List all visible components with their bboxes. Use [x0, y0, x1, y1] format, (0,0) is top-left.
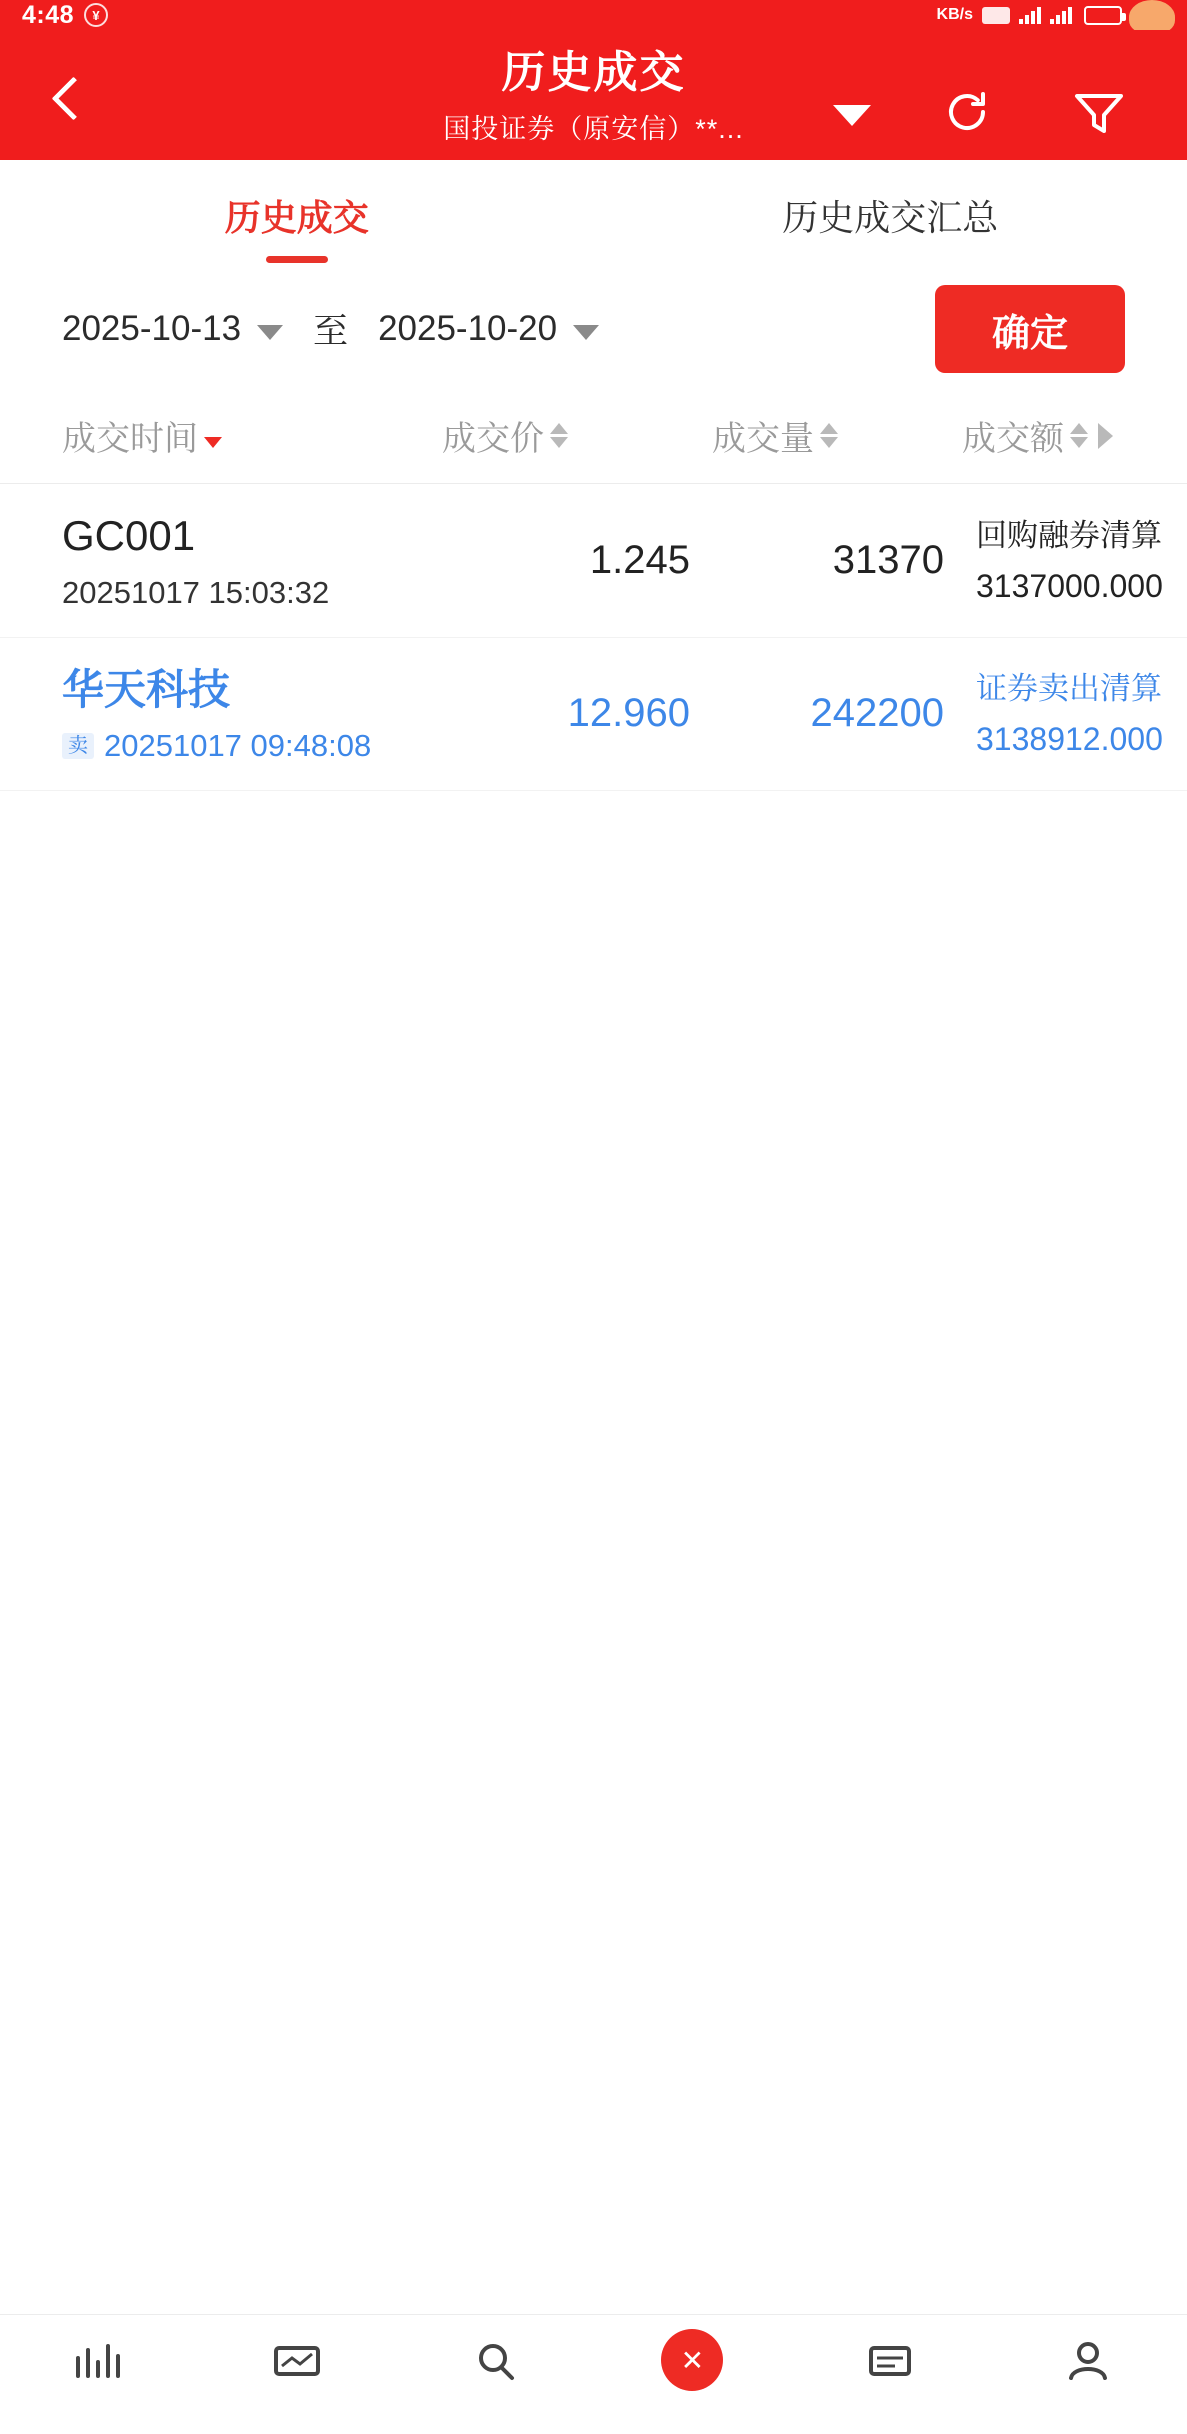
net-speed-label: KB/s [936, 6, 973, 23]
close-circle-icon [661, 2333, 723, 2387]
end-date-picker[interactable] [378, 309, 599, 349]
column-header-price-label: 成交价 [442, 420, 544, 458]
row-name-cell [62, 510, 442, 611]
row-name-cell [62, 664, 442, 765]
row-time-wrap [62, 728, 442, 764]
sim-icon [982, 7, 1010, 24]
page-title: 历史成交 [501, 48, 686, 97]
caret-down-icon-start [257, 325, 283, 340]
row-amount: 3138912.000 [976, 721, 1163, 758]
row-trade-time: 20251017 15:03:32 [62, 574, 330, 610]
row-trade-type: 证券卖出清算 [976, 671, 1162, 707]
chevron-right-icon[interactable] [1098, 423, 1113, 449]
sell-tag-badge: 卖 [62, 733, 94, 759]
date-range-separator: 至 [313, 312, 349, 351]
row-amount: 3137000.000 [976, 567, 1163, 604]
empty-list-area [0, 791, 1187, 1861]
row-security-name: GC001 [62, 512, 196, 559]
search-icon [468, 2333, 522, 2387]
status-left [22, 1, 108, 30]
tab-active-underline [266, 256, 328, 263]
sort-icon-price[interactable] [550, 423, 568, 448]
row-trade-type: 回购融券清算 [976, 517, 1162, 553]
caret-down-icon[interactable] [833, 105, 871, 126]
column-header-volume[interactable] [712, 411, 962, 460]
row-time-wrap [62, 575, 442, 611]
start-date-value: 2025-10-13 [62, 309, 242, 348]
tab-history-summary-label: 历史成交汇总 [782, 196, 999, 238]
status-clock: 4:48 [22, 0, 75, 29]
row-amount-cell [962, 669, 1187, 758]
page-header [0, 30, 1187, 160]
row-price: 12.960 [567, 691, 690, 736]
signal-bars-icon [1019, 6, 1041, 24]
tab-history-trades[interactable] [0, 190, 594, 241]
row-price: 1.245 [589, 537, 690, 582]
table-row[interactable] [0, 484, 1187, 638]
row-volume: 31370 [832, 537, 944, 582]
nav-item-profile[interactable] [998, 2333, 1178, 2387]
tab-bar [0, 160, 1187, 270]
signal-bars-icon-2 [1050, 6, 1072, 24]
row-security-name: 华天科技 [62, 665, 231, 713]
row-trade-time: 20251017 09:48:08 [104, 728, 372, 763]
market-icon [270, 2333, 324, 2387]
header-title-wrap [0, 48, 1187, 146]
home-icon [72, 2333, 126, 2387]
nav-item-search[interactable] [405, 2333, 585, 2387]
nav-item-market[interactable] [207, 2333, 387, 2387]
confirm-button[interactable]: 确定 [935, 285, 1125, 373]
nav-item-close[interactable] [602, 2333, 782, 2387]
bottom-nav-bar [0, 2314, 1187, 2434]
end-date-value: 2025-10-20 [378, 309, 558, 348]
status-bar [0, 0, 1187, 30]
tab-history-trades-label: 历史成交 [224, 196, 369, 238]
table-column-headers [0, 388, 1187, 484]
start-date-picker[interactable] [62, 309, 283, 349]
nav-item-home[interactable] [9, 2333, 189, 2387]
column-header-volume-label: 成交量 [712, 420, 814, 458]
funnel-filter-icon[interactable] [1073, 90, 1125, 136]
trade-icon [863, 2333, 917, 2387]
nav-item-trade[interactable] [800, 2333, 980, 2387]
table-row[interactable] [0, 638, 1187, 792]
close-icon[interactable]: ✕ [661, 2329, 723, 2391]
sort-icon-amount[interactable] [1070, 423, 1088, 448]
tab-history-summary[interactable] [594, 190, 1187, 241]
column-header-time[interactable] [62, 411, 442, 460]
date-filter-bar [0, 270, 1187, 388]
sort-icon-volume[interactable] [820, 423, 838, 448]
battery-icon [1084, 6, 1122, 25]
column-header-time-label: 成交时间 [62, 420, 198, 458]
row-volume: 242200 [810, 691, 944, 736]
column-header-amount-label: 成交额 [962, 420, 1064, 458]
column-header-price[interactable] [442, 411, 712, 460]
account-subtitle[interactable]: 国投证券（原安信）**... [443, 113, 744, 144]
refresh-icon[interactable] [943, 88, 991, 136]
row-amount-cell [962, 516, 1187, 605]
person-icon [1061, 2333, 1115, 2387]
caret-down-icon-end [573, 325, 599, 340]
sort-icon-time[interactable] [204, 423, 222, 448]
decorative-blob [1129, 0, 1175, 30]
column-header-amount[interactable] [962, 411, 1187, 460]
coin-icon: ¥ [84, 3, 108, 27]
